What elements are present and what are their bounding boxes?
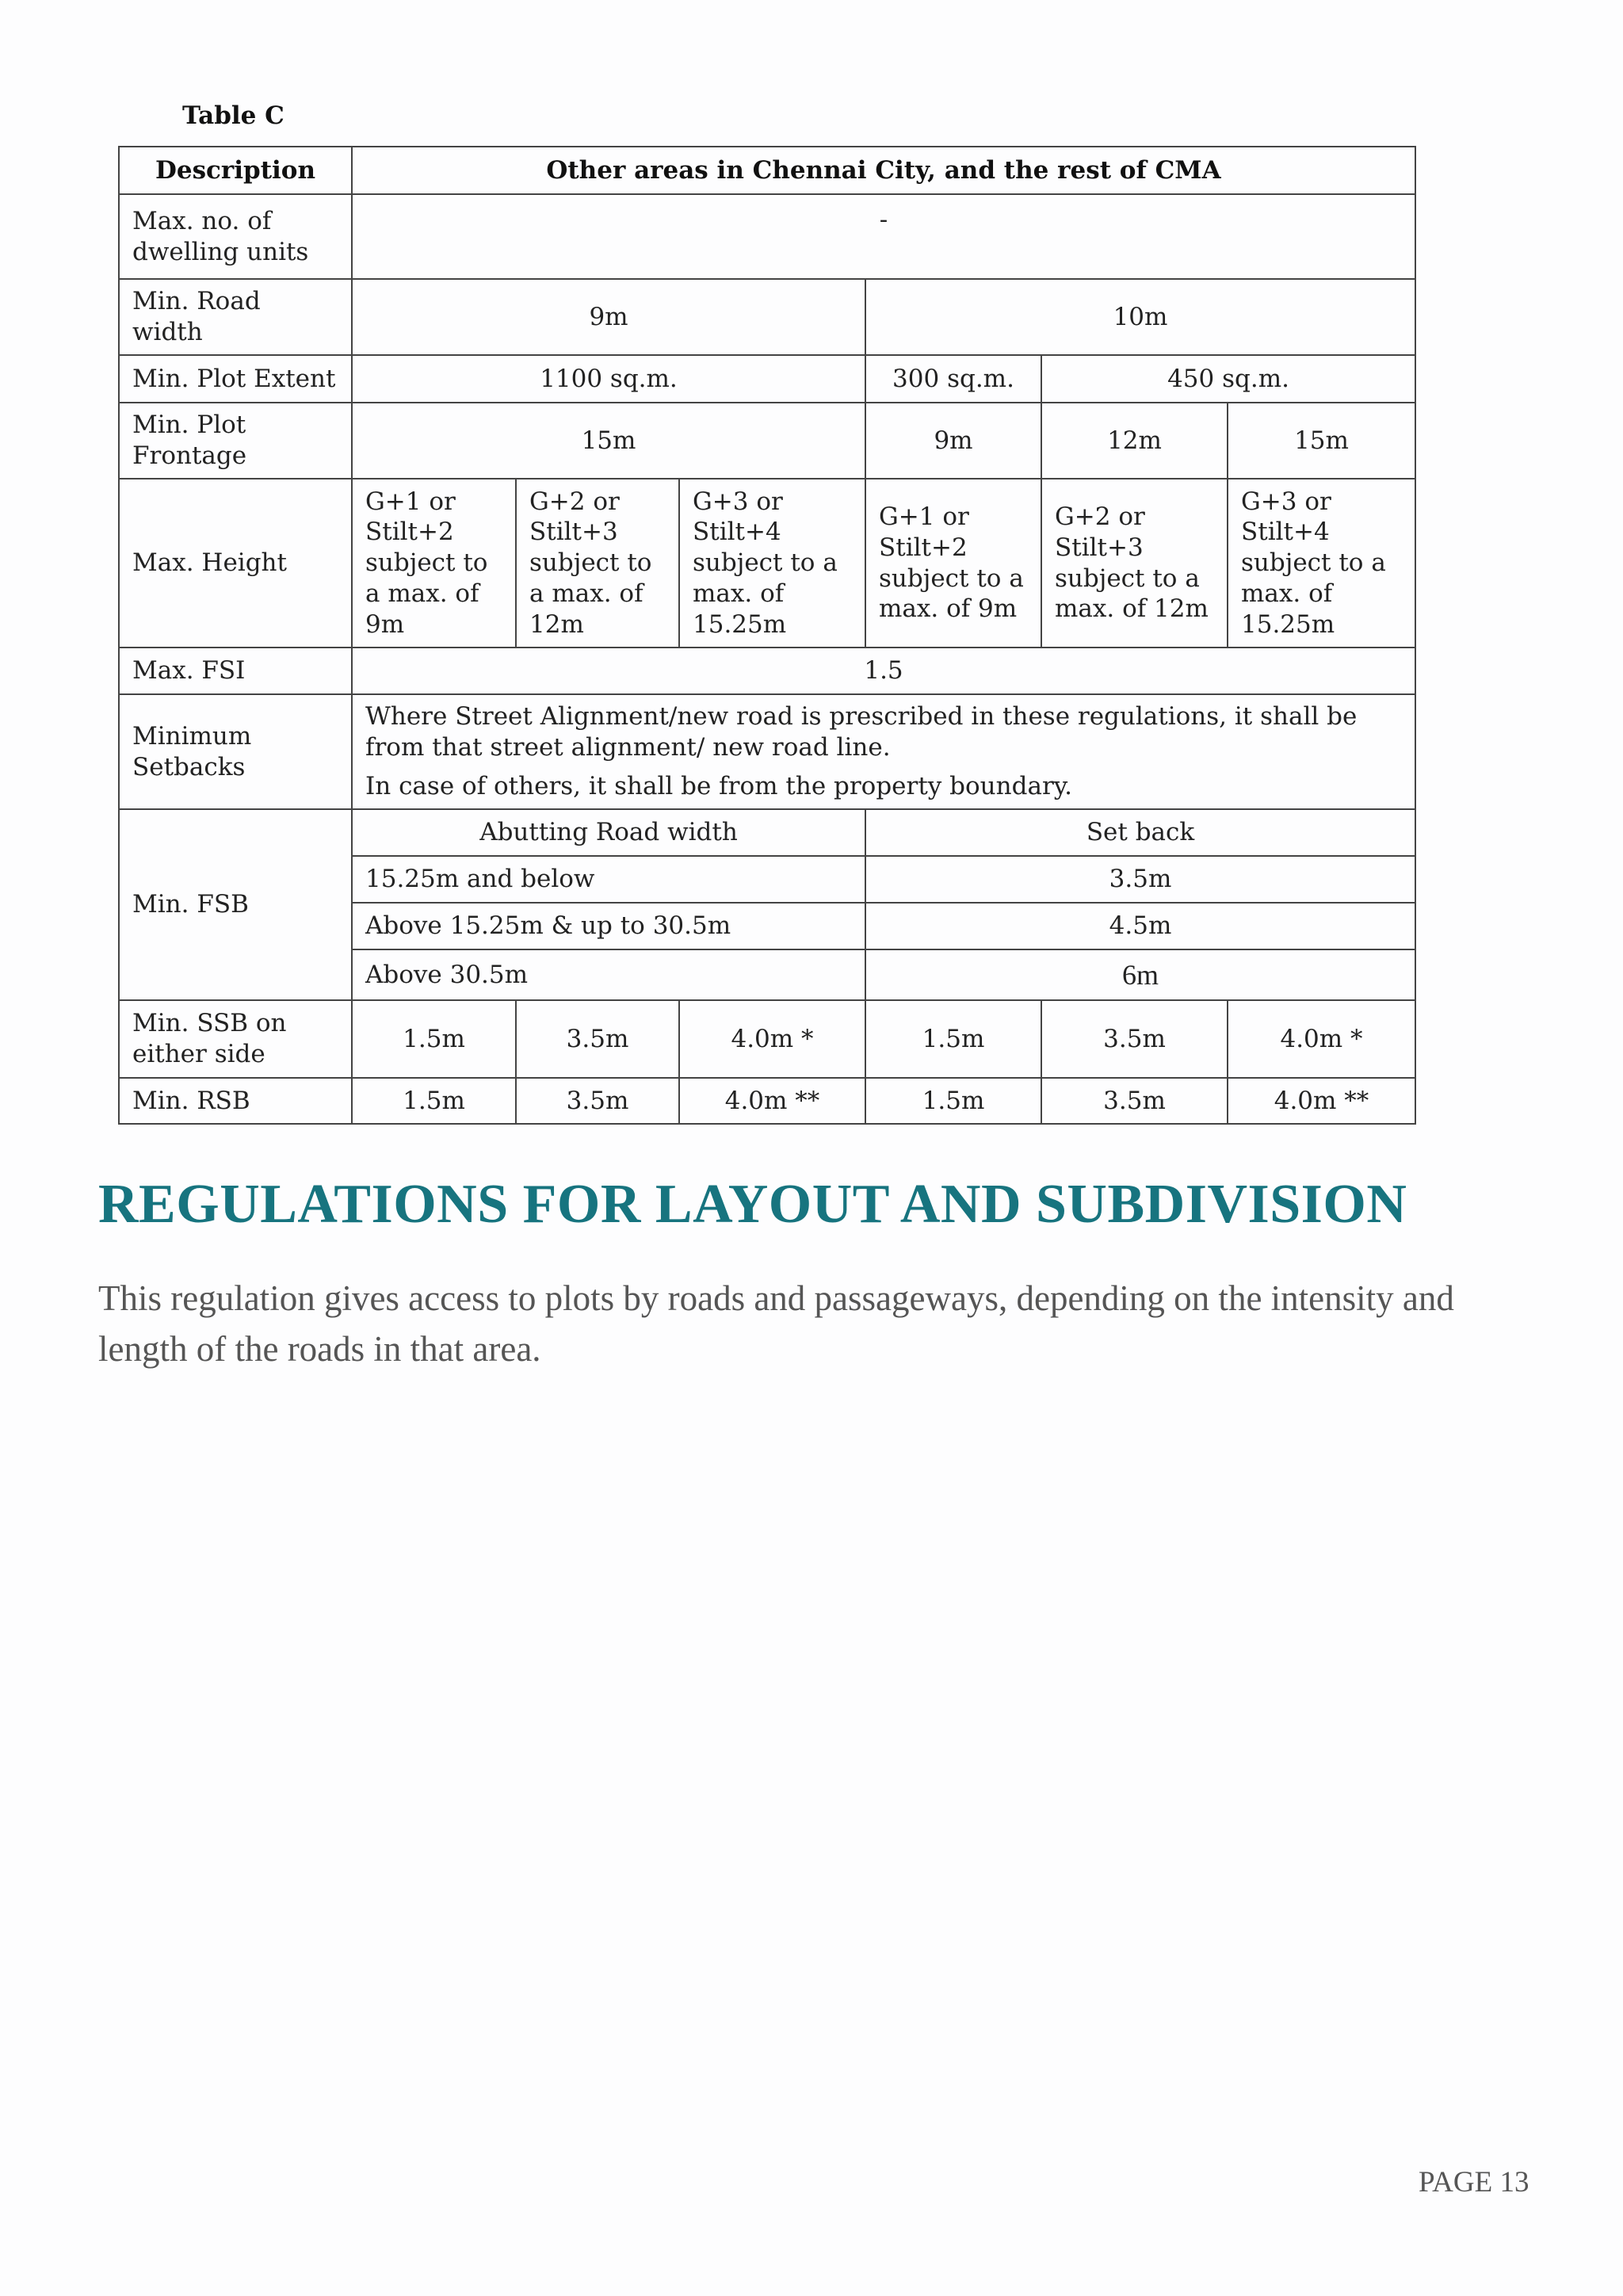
- table-cell: 450 sq.m.: [1041, 355, 1415, 403]
- row-label: Min. Plot Extent: [119, 355, 352, 403]
- table-cell: 15.25m and below: [352, 856, 865, 903]
- table-row: [119, 279, 1415, 355]
- row-label: Min. Road width: [119, 279, 352, 355]
- table-cell: G+2 or Stilt+3 subject to a max. of 12m: [1041, 479, 1228, 648]
- table-cell: G+2 or Stilt+3 subject to a max. of 12m: [516, 479, 679, 648]
- table-cell: 12m: [1041, 403, 1228, 479]
- fsb-col-header: Set back: [865, 809, 1415, 856]
- table-cell: 15m: [352, 403, 865, 479]
- table-cell: 4.5m: [865, 903, 1415, 949]
- header-area: Other areas in Chennai City, and the rest of CMA: [352, 147, 1415, 194]
- table-row: [119, 648, 1415, 694]
- setbacks-text-2: In case of others, it shall be from the property boundary.: [365, 771, 1073, 800]
- table-cell: 9m: [865, 403, 1041, 479]
- table-cell: 3.5m: [516, 1000, 679, 1078]
- regulations-table: [118, 146, 1416, 1125]
- section-paragraph: This regulation gives access to plots by roads and passageways, depending on the intensity and length of the roads in that area.: [98, 1278, 1454, 1369]
- table-cell: 6m: [865, 949, 1415, 1000]
- table-row: [119, 1000, 1415, 1078]
- table-cell: 4.0m **: [1228, 1078, 1415, 1124]
- table-cell: 9m: [352, 279, 865, 355]
- row-label: Max. Height: [119, 479, 352, 648]
- table-cell: G+1 or Stilt+2 subject to a max. of 9m: [352, 479, 516, 648]
- row-label: Max. FSI: [119, 648, 352, 694]
- table-cell: G+3 or Stilt+4 subject to a max. of 15.25m: [1228, 479, 1415, 648]
- page-number: PAGE 13: [1419, 2166, 1529, 2199]
- table-row: [119, 479, 1415, 648]
- row-label: Min. FSB: [119, 809, 352, 1000]
- row-label: Max. no. of dwelling units: [119, 194, 352, 279]
- table-row: [119, 809, 1415, 856]
- fsi-value: 1.5: [352, 648, 1415, 694]
- table-row: [119, 403, 1415, 479]
- setbacks-text: [352, 694, 1415, 809]
- table-cell: Above 30.5m: [352, 949, 865, 1000]
- table-cell: 3.5m: [1041, 1078, 1228, 1124]
- table-cell: 4.0m *: [679, 1000, 865, 1078]
- table-cell: 300 sq.m.: [865, 355, 1041, 403]
- dwelling-units-value: -: [352, 194, 1415, 279]
- table-cell: 10m: [865, 279, 1415, 355]
- table-row: [119, 194, 1415, 279]
- table-header-row: [119, 147, 1415, 194]
- table-cell: 3.5m: [1041, 1000, 1228, 1078]
- row-label: Min. Plot Frontage: [119, 403, 352, 479]
- table-cell: 1.5m: [865, 1000, 1041, 1078]
- table-cell: 1.5m: [865, 1078, 1041, 1124]
- table-row: [119, 694, 1415, 809]
- table-cell: 1.5m: [352, 1078, 516, 1124]
- table-cell: Above 15.25m & up to 30.5m: [352, 903, 865, 949]
- table-cell: 3.5m: [516, 1078, 679, 1124]
- table-cell: 1100 sq.m.: [352, 355, 865, 403]
- header-description: Description: [119, 147, 352, 194]
- section-heading: REGULATIONS FOR LAYOUT AND SUBDIVISION: [98, 1174, 1407, 1235]
- table-row: [119, 355, 1415, 403]
- table-caption: Table C: [182, 101, 285, 130]
- table-cell: 4.0m *: [1228, 1000, 1415, 1078]
- row-label: Min. RSB: [119, 1078, 352, 1124]
- table-cell: G+3 or Stilt+4 subject to a max. of 15.25m: [679, 479, 865, 648]
- setbacks-text-1: Where Street Alignment/new road is prescribed in these regulations, it shall be from that street alignment/ new road line.: [365, 702, 1358, 762]
- table-row: [119, 1078, 1415, 1124]
- row-label: Minimum Setbacks: [119, 694, 352, 809]
- table-cell: G+1 or Stilt+2 subject to a max. of 9m: [865, 479, 1041, 648]
- table-cell: 15m: [1228, 403, 1415, 479]
- row-label: Min. SSB on either side: [119, 1000, 352, 1078]
- table-cell: 3.5m: [865, 856, 1415, 903]
- table-cell: 1.5m: [352, 1000, 516, 1078]
- table-cell: 4.0m **: [679, 1078, 865, 1124]
- fsb-col-header: Abutting Road width: [352, 809, 865, 856]
